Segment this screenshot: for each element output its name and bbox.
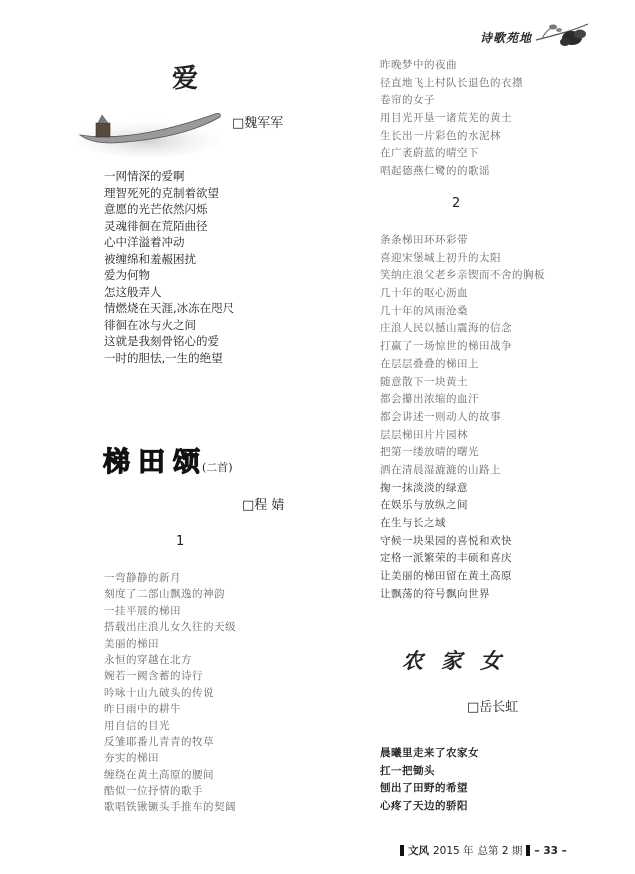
poem-title: 农家女 — [402, 648, 519, 673]
poem-line: 洒在清晨湿漉漉的山路上 — [380, 463, 501, 476]
poem-author: □魏军军 — [232, 116, 284, 131]
poem-subtitle: (二首) — [202, 461, 233, 474]
poem-body — [380, 745, 479, 815]
poem-line: 笑纳庄浪父老乡亲锲而不舍的胸板 — [380, 269, 545, 282]
poem-line: 徘徊在冰与火之间 — [104, 317, 196, 332]
poem-line: 条条梯田环环彩带 — [380, 234, 468, 246]
poem-author: □程 婧 — [242, 498, 285, 513]
boat-sketch-icon — [72, 105, 222, 157]
poem-line: 缠绕在黄土高原的腰间 — [104, 768, 214, 781]
poem-line: 晨曦里走来了农家女 — [380, 747, 479, 759]
footer-year: 2015 年 — [433, 845, 474, 857]
poem-line: 唱起德燕仁鹭的的歌谣 — [380, 165, 490, 178]
poem-line: 掬一抹淡淡的绿意 — [380, 481, 468, 494]
poem-line: 让飘荡的符号飘向世界 — [380, 587, 490, 600]
poem-line: 吟咏十山九破头的传说 — [104, 686, 214, 699]
poem-line: 随意散下一块黄土 — [380, 375, 468, 388]
poem-author: □岳长虹 — [467, 700, 519, 715]
poem-line: 守候一块果园的喜悦和欢快 — [380, 534, 512, 547]
poem-line: 在层层叠叠的梯田上 — [380, 357, 479, 370]
poem-line: 一网情深的爱啊 — [104, 169, 185, 183]
poem-line: 让美丽的梯田留在黄土高原 — [380, 570, 512, 583]
poem-title: 梯田颂 — [103, 447, 208, 478]
poem-line: 都会攥出浓缩的血汗 — [380, 393, 479, 406]
poem-line: 理智死死的克制着欲望 — [104, 185, 219, 200]
poem-line: 永恒的穿越在北方 — [104, 653, 192, 666]
poem-line: 反雏耶番儿青青的牧草 — [104, 735, 214, 748]
poem-line: 径直地飞上村队长退色的衣襟 — [380, 76, 523, 89]
poem-line: 一挂平展的梯田 — [104, 604, 181, 617]
poem-line: 几十年的呕心沥血 — [380, 287, 468, 300]
poem-line: 夯实的梯田 — [104, 752, 159, 765]
journal-name: 文风 — [408, 845, 429, 857]
poem-line: 扛一把锄头 — [380, 764, 435, 777]
poem-title-block — [103, 440, 233, 479]
poem-line: 婉若一阙含蓄的诗行 — [104, 670, 203, 683]
poem-line: 都会讲述一则动人的故事 — [380, 410, 501, 423]
poem-line: 昨晚梦中的夜曲 — [380, 59, 457, 71]
poem-line: 生长出一片彩色的水泥林 — [380, 129, 501, 142]
poem-line: 意愿的光芒依然闪烁 — [104, 202, 208, 216]
poem-line: 层层梯田片片园林 — [380, 428, 468, 441]
poem-line: 喜迎宋堡城上初升的太阳 — [380, 251, 501, 264]
poem-line: 美丽的梯田 — [104, 637, 159, 650]
poem-line: 心中洋溢着冲动 — [104, 235, 185, 249]
poem-line: 一弯静静的新月 — [104, 572, 181, 584]
poem-line: 灵魂徘徊在荒陌曲径 — [104, 218, 208, 233]
poem-body — [104, 168, 234, 366]
footer-bar — [400, 845, 404, 856]
poem-line: 搭载出庄浪儿女久往的天级 — [104, 621, 236, 634]
poem-line: 几十年的风雨沧桑 — [380, 304, 468, 317]
section-number: 2 — [452, 196, 461, 211]
page-number: – 33 – — [534, 844, 567, 857]
poem-body-part2 — [380, 232, 545, 603]
footer-bar — [526, 845, 530, 856]
poem-line: 昨日雨中的耕牛 — [104, 703, 181, 716]
poem-line: 在娱乐与放纵之间 — [380, 499, 468, 512]
poem-line: 心疼了天边的骄阳 — [380, 799, 468, 812]
poem-line: 情燃烧在天涯,冰冻在咫尺 — [104, 301, 235, 315]
poem-line: 在广袤蔚蓝的晴空下 — [380, 147, 479, 160]
poem-line: 卷帘的女子 — [380, 94, 435, 107]
poem-line: 被缠绵和羞赧困扰 — [104, 251, 196, 266]
section-title: 诗歌苑地 — [480, 31, 533, 45]
section-number: 1 — [176, 534, 185, 549]
poem-line: 歌唱铁锹镢头手推车的契阔 — [104, 801, 236, 814]
poem-line: 这就是我刻骨铭心的爱 — [104, 334, 219, 348]
poem-title: 爱 — [172, 64, 199, 94]
poem-line: 酷似一位抒情的歌手 — [104, 785, 203, 798]
poem-line: 一时的胆怯,一生的绝望 — [104, 350, 223, 365]
poem-line: 庄浪人民以撼山震海的信念 — [380, 322, 512, 335]
poem-line: 用自信的目光 — [104, 719, 170, 732]
poem-body-part1-continued — [380, 57, 523, 181]
poem-line: 把第一缕放晴的曙光 — [380, 446, 479, 459]
poem-line: 用目光开垦一诸荒芜的黄土 — [380, 112, 512, 125]
poem-line: 打赢了一场惊世的梯田战争 — [380, 340, 512, 353]
poem-line: 刨出了田野的希望 — [380, 782, 468, 794]
page-footer — [400, 843, 567, 858]
poem-line: 怎这般弄人 — [104, 284, 162, 299]
footer-issue: 总第 2 期 — [477, 845, 523, 857]
poem-line: 定格一派繁荣的丰硕和喜庆 — [380, 552, 512, 565]
poem-line: 爱为何物 — [104, 268, 150, 282]
poem-line: 在生与长之域 — [380, 517, 446, 529]
flower-branch-icon — [532, 18, 590, 52]
poem-line: 刻度了二部山飘逸的神韵 — [104, 588, 225, 601]
poem-body-part1 — [104, 570, 236, 816]
